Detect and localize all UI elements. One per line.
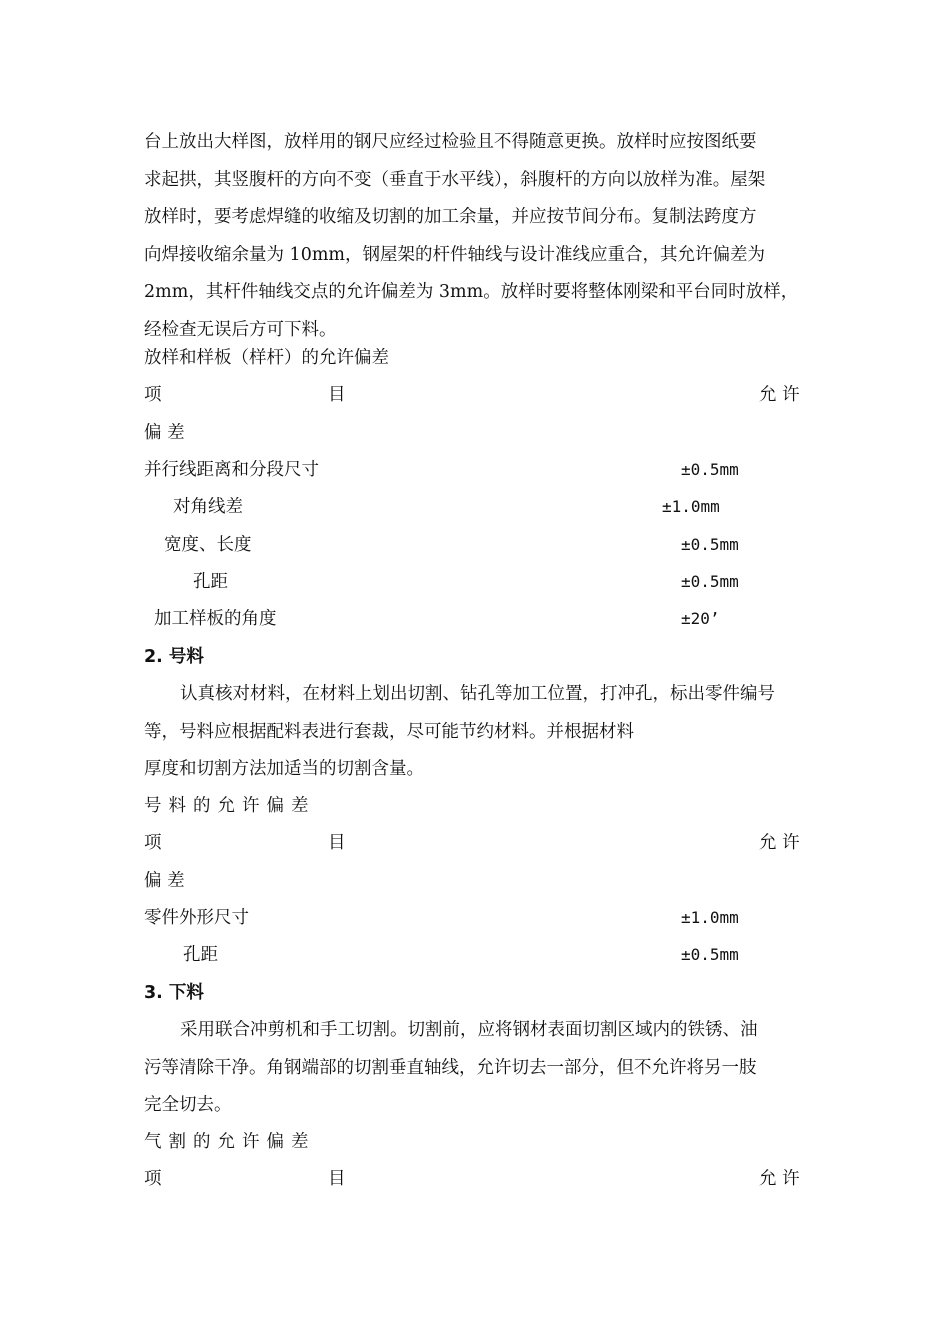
table1-header-item: 项 (144, 385, 162, 405)
table1-row-label: 对角线差 (173, 497, 243, 517)
table1-header-allow: 允 许 (759, 385, 800, 405)
table2-header-dev: 偏 差 (144, 871, 185, 891)
intro-line: 经检查无误后方可下料。 (144, 319, 337, 340)
table2-row-value: ±1.0mm (681, 908, 739, 927)
table1-row-label: 宽度、长度 (164, 535, 252, 555)
table3-header-allow: 允 许 (759, 1169, 800, 1189)
intro-line: 台上放出大样图，放样用的钢尺应经过检验且不得随意更换。放样时应按图纸要 (144, 132, 757, 152)
table2-header-mu: 目 (328, 833, 346, 853)
table3-title: 气割的允许偏差 (144, 1132, 316, 1152)
section3-line: 完全切去。 (144, 1095, 232, 1115)
intro-line: 2mm，其杆件轴线交点的允许偏差为 3mm。放样时要将整体刚梁和平台同时放样， (144, 282, 799, 302)
section2-paragraph (144, 676, 814, 751)
intro-line: 向焊接收缩余量为 10mm，钢屋架的杆件轴线与设计准线应重合，其允许偏差为 (144, 244, 766, 265)
table1-row-label: 并行线距离和分段尺寸 (144, 460, 319, 480)
table2-header-item: 项 (144, 833, 162, 853)
table1-row-value: ±1.0mm (662, 497, 720, 516)
intro-paragraph (144, 124, 814, 349)
section3-paragraph (144, 1012, 814, 1125)
table1-header-mu: 目 (328, 385, 346, 405)
table1-header-dev: 偏 差 (144, 423, 185, 443)
table2-title: 号料的允许偏差 (144, 796, 316, 816)
table1-row-value: ±0.5mm (681, 572, 739, 591)
table2-row-label: 零件外形尺寸 (144, 908, 249, 928)
intro-line: 求起拱，其竖腹杆的方向不变（垂直于水平线），斜腹杆的方向以放样为准。屋架 (144, 169, 766, 190)
table2-header-allow: 允 许 (759, 833, 800, 853)
table3-header-item: 项 (144, 1169, 162, 1189)
table1-row-value: ±0.5mm (681, 460, 739, 479)
table3-header-mu: 目 (328, 1169, 346, 1189)
table1-row-label: 孔距 (193, 572, 228, 592)
table2-row-label: 孔距 (183, 945, 218, 965)
intro-line: 放样时，要考虑焊缝的收缩及切割的加工余量，并应按节间分布。复制法跨度方 (144, 207, 757, 227)
section3-line: 采用联合冲剪机和手工切割。切割前，应将钢材表面切割区域内的铁锈、油 (180, 1020, 758, 1040)
section2-heading: 2. 号料 (144, 647, 204, 667)
table1-row-label: 加工样板的角度 (154, 609, 277, 629)
section2-line: 认真核对材料，在材料上划出切割、钻孔等加工位置，打冲孔，标出零件编号 (180, 684, 775, 704)
section2-line: 厚度和切割方法加适当的切割含量。 (144, 759, 424, 779)
section2-line: 等，号料应根据配料表进行套裁，尽可能节约材料。并根据材料 (144, 721, 634, 742)
table2-row-value: ±0.5mm (681, 945, 739, 964)
section3-heading: 3. 下料 (144, 983, 204, 1003)
table1-row-value: ±20’ (681, 609, 720, 628)
section3-line: 污等清除干净。角钢端部的切割垂直轴线，允许切去一部分，但不允许将另一肢 (144, 1057, 757, 1078)
table1-title: 放样和样板（样杆）的允许偏差 (144, 348, 389, 368)
table1-row-value: ±0.5mm (681, 535, 739, 554)
